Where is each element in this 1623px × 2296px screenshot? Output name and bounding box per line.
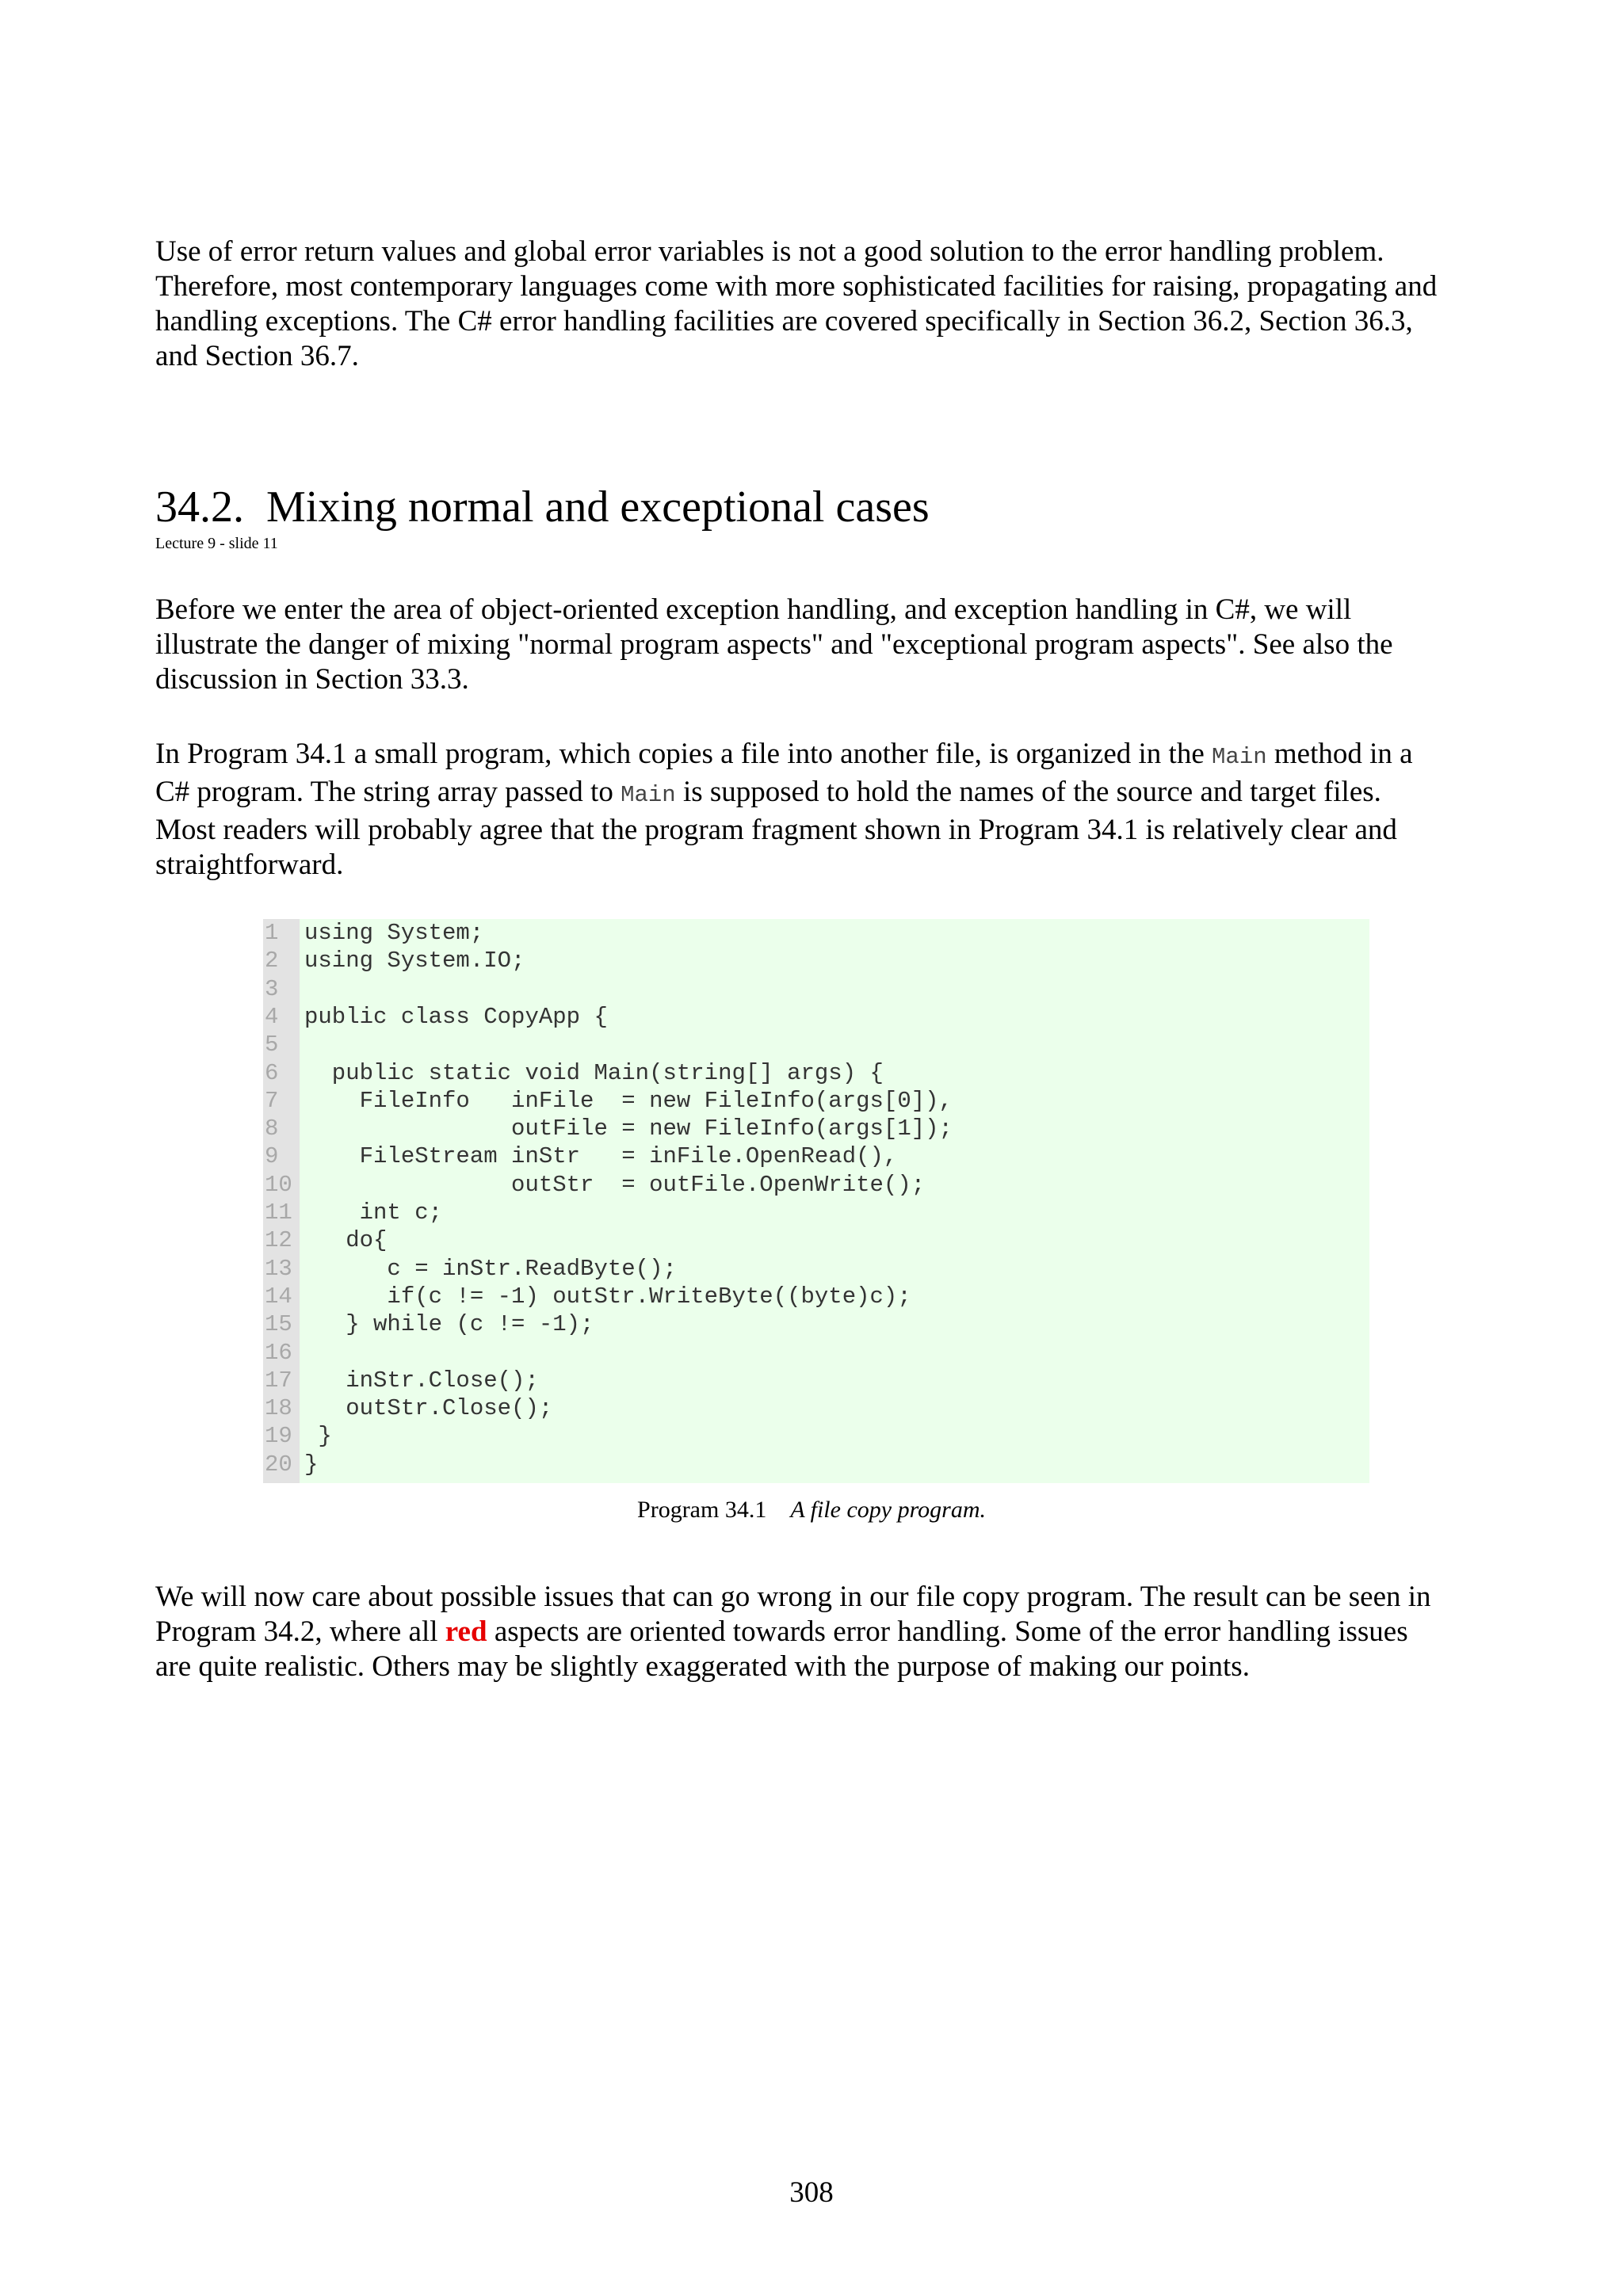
line-number: 13 — [265, 1255, 292, 1282]
line-number: 9 — [265, 1143, 279, 1170]
line-number: 18 — [265, 1395, 292, 1422]
text-span: C# program. The string array passed to — [155, 776, 621, 808]
code-text: outStr = outFile.OpenWrite(); — [304, 1171, 926, 1198]
code-text: public static void Main(string[] args) { — [304, 1059, 884, 1086]
page-number: 308 — [789, 2176, 834, 2209]
line-number: 12 — [265, 1227, 292, 1254]
text-line: are quite realistic. Others may be slightly exaggerated with the purpose of making our points. — [155, 1650, 1250, 1683]
intro-paragraph — [155, 235, 1487, 374]
line-number: 20 — [265, 1451, 292, 1478]
text-line: Use of error return values and global error variables is not a good solution to the error handling problem. — [155, 235, 1384, 268]
line-number: 4 — [265, 1003, 279, 1030]
line-number: 11 — [265, 1199, 292, 1226]
text-span: In Program 34.1 a small program, which copies a file into another file, is organized in the — [155, 738, 1212, 770]
line-number: 7 — [265, 1087, 279, 1114]
line-number: 15 — [265, 1311, 292, 1338]
inline-code: Main — [1212, 744, 1267, 770]
caption-label: Program 34.1 — [637, 1497, 767, 1523]
text-span: aspects are oriented towards error handling. Some of the error handling issues — [487, 1615, 1408, 1648]
text-line: Therefore, most contemporary languages come with more sophisticated facilities for raising, propagating and — [155, 270, 1438, 303]
paragraph-4 — [155, 1580, 1487, 1684]
code-text: outStr.Close(); — [304, 1395, 553, 1422]
code-text: FileInfo inFile = new FileInfo(args[0]), — [304, 1087, 953, 1114]
code-text: using System; — [304, 920, 484, 946]
code-text: inStr.Close(); — [304, 1367, 539, 1394]
line-number: 16 — [265, 1339, 292, 1366]
code-text: using System.IO; — [304, 948, 525, 974]
line-number: 10 — [265, 1171, 292, 1198]
text-span: is supposed to hold the names of the source and target files. — [675, 776, 1381, 808]
line-number: 2 — [265, 948, 279, 974]
code-text: do{ — [304, 1227, 388, 1254]
program-caption — [0, 1496, 1623, 1524]
line-number: 1 — [265, 920, 279, 946]
line-number: 17 — [265, 1367, 292, 1394]
text-span: method in a — [1266, 738, 1413, 770]
red-highlight: red — [445, 1615, 487, 1648]
text-line: illustrate the danger of mixing "normal program aspects" and "exceptional program aspects". See also the — [155, 628, 1393, 661]
section-title: Mixing normal and exceptional cases — [266, 482, 930, 532]
line-number: 8 — [265, 1116, 279, 1142]
text-line — [155, 1615, 1487, 1650]
text-line: Before we enter the area of object-oriented exception handling, and exception handling in C#, we will — [155, 593, 1352, 626]
code-text: } — [304, 1451, 319, 1478]
line-number: 14 — [265, 1283, 292, 1310]
code-text: } while (c != -1); — [304, 1311, 594, 1338]
slide-reference: Lecture 9 - slide 11 — [155, 535, 278, 552]
line-number: 5 — [265, 1032, 279, 1058]
inline-code: Main — [621, 782, 676, 808]
code-text: public class CopyApp { — [304, 1003, 608, 1030]
section-heading — [155, 482, 930, 532]
text-line: Most readers will probably agree that the program fragment shown in Program 34.1 is relatively clear and — [155, 814, 1397, 846]
text-line — [155, 737, 1487, 775]
paragraph-2 — [155, 593, 1487, 697]
text-line: We will now care about possible issues that can go wrong in our file copy program. The result can be seen in — [155, 1581, 1431, 1613]
code-text: outFile = new FileInfo(args[1]); — [304, 1116, 953, 1142]
text-line — [155, 775, 1487, 813]
code-text: if(c != -1) outStr.WriteByte((byte)c); — [304, 1283, 911, 1310]
code-text: int c; — [304, 1199, 443, 1226]
text-line: handling exceptions. The C# error handling facilities are covered specifically in Section 36.2, Section 36.3, — [155, 305, 1413, 338]
line-number: 3 — [265, 975, 279, 1002]
section-number: 34.2. — [155, 482, 244, 532]
line-number: 6 — [265, 1059, 279, 1086]
text-line: and Section 36.7. — [155, 340, 359, 372]
code-text: } — [304, 1423, 332, 1450]
text-span: Program 34.2, where all — [155, 1615, 445, 1648]
code-listing — [263, 919, 1369, 1483]
text-line: straightforward. — [155, 849, 344, 881]
text-line: discussion in Section 33.3. — [155, 663, 469, 696]
caption-title: A file copy program. — [790, 1497, 986, 1523]
paragraph-3 — [155, 737, 1487, 883]
line-number: 19 — [265, 1423, 292, 1450]
code-text: c = inStr.ReadByte(); — [304, 1255, 677, 1282]
code-text: FileStream inStr = inFile.OpenRead(), — [304, 1143, 898, 1170]
